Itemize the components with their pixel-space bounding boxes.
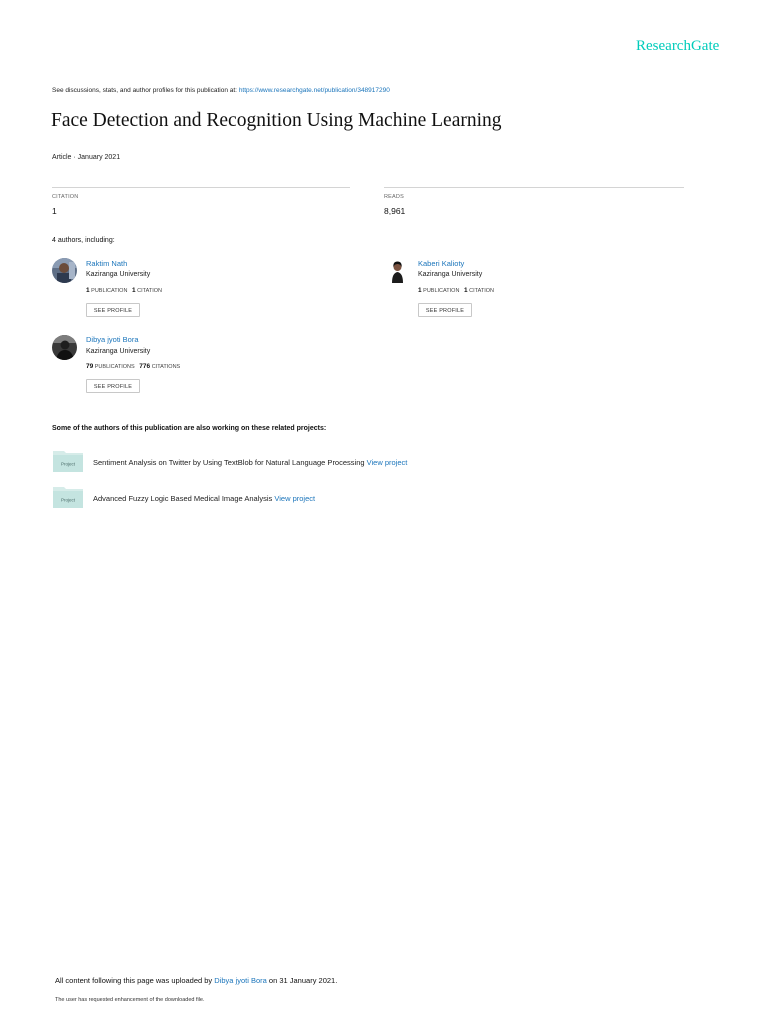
author-institution: Kaziranga University — [86, 348, 151, 355]
avatar[interactable] — [52, 258, 77, 283]
project-icon-label: Project — [60, 461, 76, 467]
view-project-link[interactable]: View project — [274, 494, 316, 503]
reads-value: 8,961 — [384, 206, 406, 216]
citation-label: CITATION — [52, 194, 79, 200]
uploader-link[interactable]: Dibya jyoti Bora — [214, 976, 267, 985]
author-card-dibya-jyoti-bora — [52, 335, 77, 360]
upload-notice — [55, 976, 337, 985]
publication-meta: Article · January 2021 — [52, 154, 121, 161]
publication-url-link[interactable]: https://www.researchgate.net/publication/348917290 — [238, 87, 390, 94]
discussion-line — [52, 87, 390, 94]
author-institution: Kaziranga University — [86, 271, 151, 278]
stats-divider-right — [384, 187, 684, 188]
author-card-raktim-nath — [52, 258, 77, 283]
author-stats — [86, 287, 162, 294]
author-stats — [418, 287, 494, 294]
publications-label: PUBLICATION — [91, 288, 128, 294]
author-institution: Kaziranga University — [418, 271, 483, 278]
project-icon-label: Project — [60, 497, 76, 503]
publications-count: 1 — [86, 287, 90, 294]
publications-count: 1 — [418, 287, 422, 294]
publication-title: Face Detection and Recognition Using Machine Learning — [51, 110, 502, 131]
reads-label: READS — [384, 194, 404, 200]
citations-count: 1 — [464, 287, 468, 294]
author-stats — [86, 363, 180, 370]
researchgate-logo[interactable]: ResearchGate — [636, 38, 720, 54]
citations-label: CITATIONS — [151, 364, 181, 370]
see-profile-button[interactable]: SEE PROFILE — [86, 303, 140, 317]
citations-count: 1 — [132, 287, 136, 294]
enhancement-note: The user has requested enhancement of the downloaded file. — [55, 997, 205, 1003]
project-item — [93, 494, 315, 503]
avatar[interactable] — [385, 258, 410, 283]
author-name-link[interactable]: Dibya jyoti Bora — [86, 335, 139, 344]
project-icon — [53, 450, 83, 477]
discussion-prefix: See discussions, stats, and author profiles for this publication at: — [52, 87, 237, 94]
authors-heading: 4 authors, including: — [52, 237, 115, 244]
upload-prefix: All content following this page was uploaded by — [55, 976, 213, 985]
citations-label: CITATION — [469, 288, 495, 294]
publications-label: PUBLICATIONS — [94, 364, 135, 370]
author-name-link[interactable]: Kaberi Kalioty — [418, 259, 465, 268]
citations-label: CITATION — [137, 288, 163, 294]
publications-count: 79 — [86, 363, 94, 370]
related-projects-heading: Some of the authors of this publication are also working on these related projects: — [52, 425, 327, 432]
avatar[interactable] — [52, 335, 77, 360]
see-profile-button[interactable]: SEE PROFILE — [86, 379, 140, 393]
project-title: Sentiment Analysis on Twitter by Using TextBlob for Natural Language Processing — [93, 458, 365, 467]
view-project-link[interactable]: View project — [366, 458, 408, 467]
author-card-kaberi-kalioty — [385, 258, 410, 283]
author-name-link[interactable]: Raktim Nath — [86, 259, 128, 268]
project-icon — [53, 486, 83, 513]
see-profile-button[interactable]: SEE PROFILE — [418, 303, 472, 317]
upload-suffix: on 31 January 2021. — [268, 976, 338, 985]
project-item — [93, 458, 407, 467]
publications-label: PUBLICATION — [423, 288, 460, 294]
stats-divider-left — [52, 187, 350, 188]
citation-value: 1 — [52, 206, 57, 216]
citations-count: 776 — [139, 363, 151, 370]
project-title: Advanced Fuzzy Logic Based Medical Image Analysis — [93, 494, 273, 503]
